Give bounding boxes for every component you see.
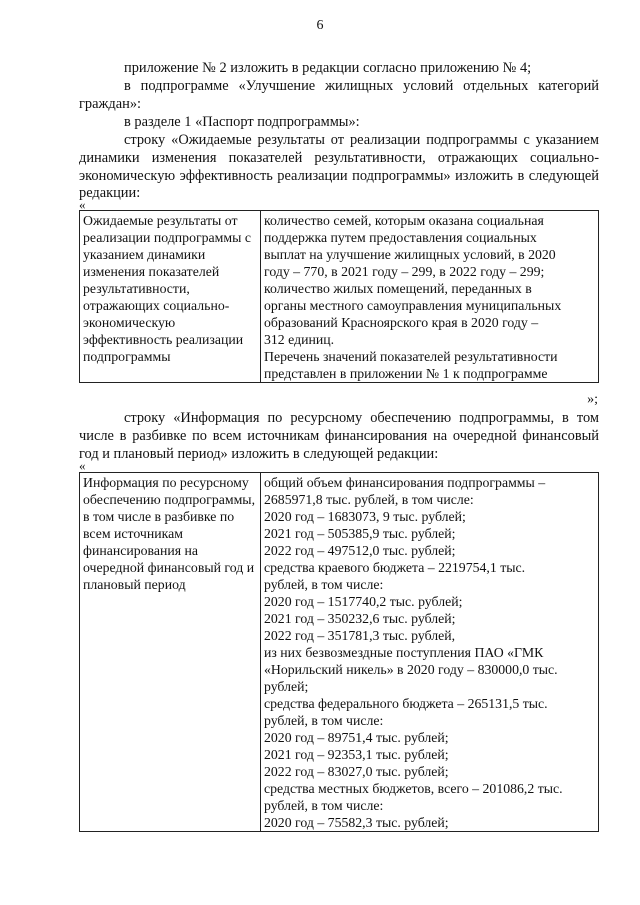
table2-line: 2022 год – 497512,0 тыс. рублей; (264, 543, 456, 558)
table2-line: общий объем финансирования подпрограммы – (264, 475, 546, 490)
table2-line: средства краевого бюджета – 2219754,1 тыс. (264, 560, 526, 575)
table1-right-cell (261, 211, 599, 383)
table2-line: 2022 год – 83027,0 тыс. рублей; (264, 764, 449, 779)
table2-line: из них безвозмездные поступления ПАО «ГМК (264, 645, 544, 660)
table2-line: 2020 год – 1683073, 9 тыс. рублей; (264, 509, 466, 524)
paragraph-row-results: строку «Ожидаемые результаты от реализации подпрограммы с указанием динамики изменения показателей результативности, отражающих социально-экономическую эффективность реализации подпрограммы» изложить в следующей редакции: (79, 132, 599, 202)
table2-line: 2020 год – 75582,3 тыс. рублей; (264, 815, 449, 830)
table1-line: 312 единиц. (264, 332, 335, 347)
table2-line: «Норильский никель» в 2020 году – 830000,0 тыс. (264, 662, 558, 677)
table2-left-cell: Информация по ресурсному обеспечению подпрограммы, в том числе в разбивке по всем источникам финансирования на очередной финансовый год и плановый период (80, 473, 261, 832)
table1-line: количество семей, которым оказана социальная (264, 213, 544, 228)
table-resource-info (79, 472, 599, 832)
table2-line: 2020 год – 89751,4 тыс. рублей; (264, 730, 449, 745)
table-expected-results (79, 210, 599, 383)
open-quote-2: « (79, 458, 86, 473)
table1-line: количество жилых помещений, переданных в (264, 281, 532, 296)
paragraph-appendix: приложение № 2 изложить в редакции согласно приложению № 4; (124, 60, 532, 76)
table1-line: образований Красноярского края в 2020 году – (264, 315, 539, 330)
paragraph-subprogram: в подпрограмме «Улучшение жилищных условий отдельных категорий граждан»: (79, 78, 599, 112)
paragraph-section: в разделе 1 «Паспорт подпрограммы»: (124, 114, 360, 130)
table2-line: средства федерального бюджета – 265131,5 тыс. (264, 696, 548, 711)
open-quote: « (79, 197, 86, 212)
table2-line: 2020 год – 1517740,2 тыс. рублей; (264, 594, 463, 609)
table1-line: органы местного самоуправления муниципальных (264, 298, 562, 313)
table2-line: рублей, в том числе: (264, 577, 384, 592)
table2-line: 2021 год – 92353,1 тыс. рублей; (264, 747, 449, 762)
table2-line: средства местных бюджетов, всего – 201086,2 тыс. (264, 781, 563, 796)
table1-line: поддержка путем предоставления социальных (264, 230, 537, 245)
table2-line: рублей, в том числе: (264, 713, 384, 728)
close-quote: »; (587, 392, 598, 407)
table1-line: году – 770, в 2021 году – 299, в 2022 году – 299; (264, 264, 545, 279)
table1-line: представлен в приложении № 1 к подпрограмме (264, 366, 548, 381)
table2-line: 2021 год – 350232,6 тыс. рублей; (264, 611, 456, 626)
page-number: 6 (316, 18, 324, 33)
table2-line: 2685971,8 тыс. рублей, в том числе: (264, 492, 474, 507)
table2-right-cell (261, 473, 599, 832)
table1-left-cell: Ожидаемые результаты от реализации подпрограммы с указанием динамики изменения показателей результативности, отражающих социально-экономическую эффективность реализации подпрограммы (80, 211, 261, 383)
table1-line: выплат на улучшение жилищных условий, в 2020 (264, 247, 556, 262)
paragraph-row-resources: строку «Информация по ресурсному обеспечению подпрограммы, в том числе в разбивке по всем источникам финансирования на очередной финансовый год и плановый период» изложить в следующей редакции: (79, 410, 599, 462)
table1-line: Перечень значений показателей результативности (264, 349, 558, 364)
table2-line: 2022 год – 351781,3 тыс. рублей, (264, 628, 456, 643)
table2-line: 2021 год – 505385,9 тыс. рублей; (264, 526, 456, 541)
table2-line: рублей; (264, 679, 309, 694)
table2-line: рублей, в том числе: (264, 798, 384, 813)
